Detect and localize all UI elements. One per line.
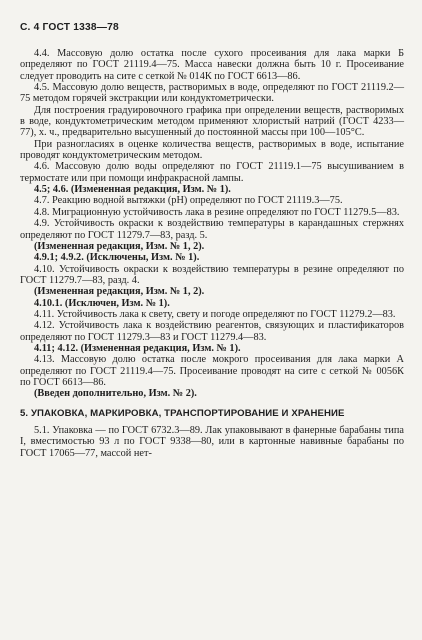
page-header: С. 4 ГОСТ 1338—78: [20, 22, 119, 33]
paragraph-4-7: 4.7. Реакцию водной вытяжки (рН) определяют по ГОСТ 21119.3—75.: [34, 195, 343, 207]
excluded-note: 4.9.1; 4.9.2. (Исключены, Изм. № 1).: [34, 252, 200, 264]
amendment-note: (Измененная редакция, Изм. № 1, 2).: [34, 240, 205, 252]
document-body: [20, 48, 404, 459]
amendment-note: (Измененная редакция, Изм. № 1, 2).: [34, 286, 205, 298]
paragraph-4-8: 4.8. Миграционную устойчивость лака в резине определяют по ГОСТ 11279.5—83.: [34, 206, 400, 218]
amendment-note: 4.11; 4.12. (Измененная редакция, Изм. № 1).: [34, 342, 241, 354]
paragraph-4-12: 4.12. Устойчивость лака к воздействию реагентов, связующих и пластификаторов определяют по ГОСТ 11279.3—83 и ГОСТ 11279.4—83.: [20, 320, 404, 343]
section-heading: 5. УПАКОВКА, МАРКИРОВКА, ТРАНСПОРТИРОВАНИЕ И ХРАНЕНИЕ: [20, 407, 345, 419]
paragraph-disagreements: При разногласиях в оценке количества веществ, растворимых в воде, испытание проводят кондуктометрическим методом.: [20, 138, 404, 162]
added-note: (Введен дополнительно, Изм. № 2).: [34, 388, 197, 400]
paragraph-4-4: 4.4. Массовую долю остатка после сухого просеивания для лака марки Б определяют по ГОСТ 21119.4—75. Масса навески должна быть 10 г. Просеивание следует проводить на сите с сеткой № 014К по ГОСТ 6613—86.: [20, 48, 404, 82]
amendment-note: 4.5; 4.6. (Измененная редакция, Изм. № 1).: [34, 184, 231, 196]
paragraph-5-1: 5.1. Упаковка — по ГОСТ 6732.3—89. Лак упаковывают в фанерные барабаны типа I, вместимостью 93 л по ГОСТ 9338—80, или в картонные навивные барабаны по ГОСТ 17065—77, массой нет-: [20, 425, 404, 459]
paragraph-4-13: 4.13. Массовую долю остатка после мокрого просеивания для лака марки А определяют по ГОСТ 21119.4—75. Просеивание проводят на сите с сеткой № 0056К по ГОСТ 6613—86.: [20, 354, 404, 388]
paragraph-4-6: 4.6. Массовую долю воды определяют по ГОСТ 21119.1—75 высушиванием в термостате или при помощи инфракрасной лампы.: [20, 161, 404, 184]
paragraph-4-9: 4.9. Устойчивость окраски к воздействию температуры в карандашных стержнях определяют по ГОСТ 11279.7—83, разд. 5.: [20, 218, 404, 241]
paragraph-4-5: 4.5. Массовую долю веществ, растворимых в воде, определяют по ГОСТ 21119.2—75 методом горячей экстракции или кондуктометрически.: [20, 82, 404, 105]
paragraph-4-11: 4.11. Устойчивость лака к свету, свету и погоде определяют по ГОСТ 11279.2—83.: [34, 308, 396, 320]
paragraph-4-10: 4.10. Устойчивость окраски к воздействию температуры в резине определяют по ГОСТ 11279.7—83, разд. 4.: [20, 263, 404, 286]
paragraph-calibration: Для построения градуировочного графика при определении веществ, растворимых в воде, кондуктометрическим методом применяют хлористый натрий (ГОСТ 4233—77), х. ч., предварительно высушенный до постоянной массы при 100—105°С.: [20, 104, 404, 139]
excluded-note: 4.10.1. (Исключен, Изм. № 1).: [34, 297, 170, 309]
